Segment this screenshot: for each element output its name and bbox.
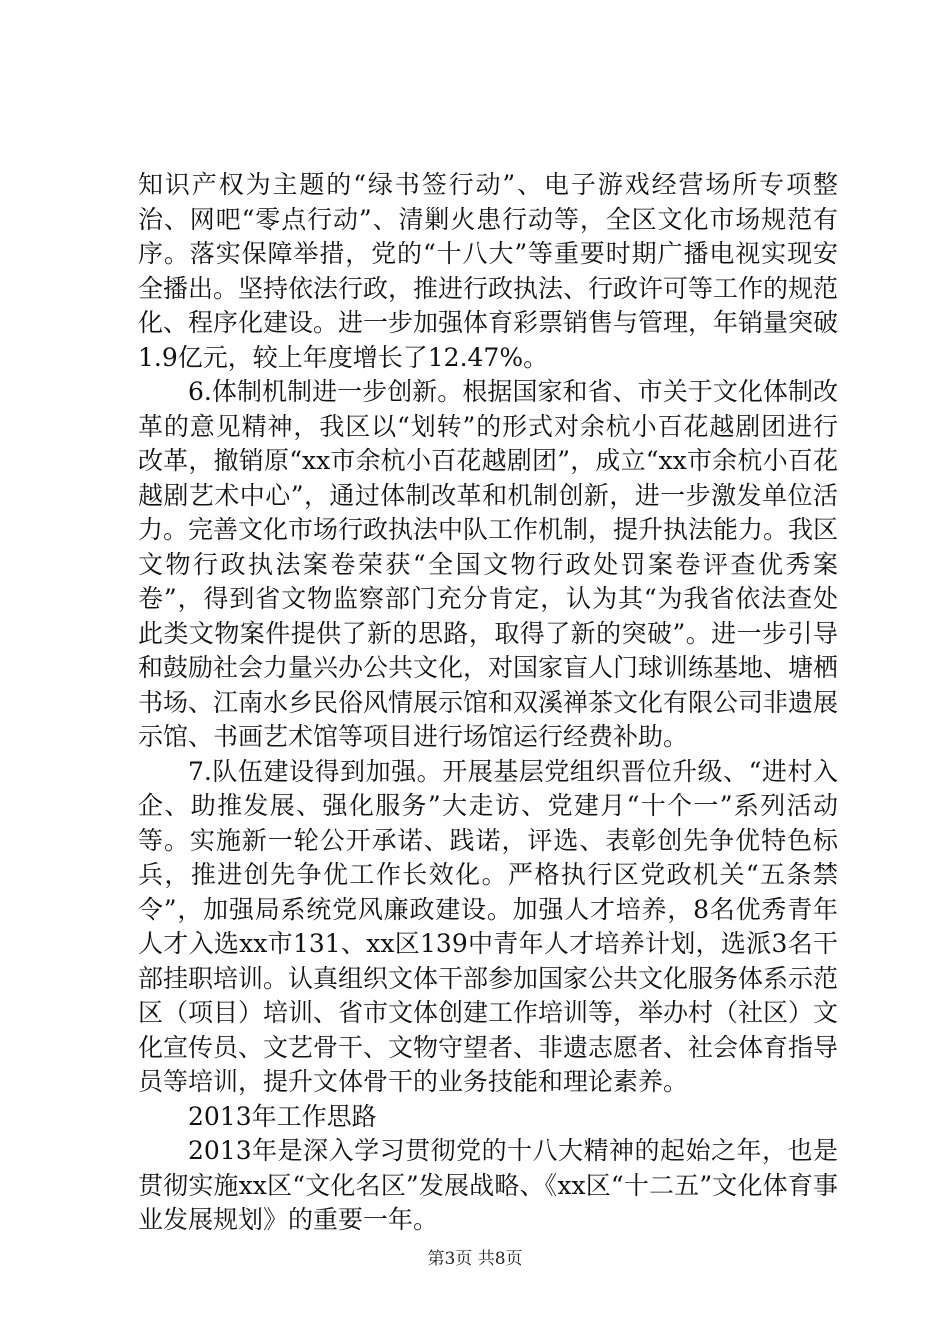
section-heading: 2013年工作思路 bbox=[188, 1101, 377, 1131]
paragraph-section-6: 6.体制机制进一步创新。根据国家和省、市关于文化体制改革的意见精神，我区以“划转”的形式对余杭小百花越剧团进行改革，撤销原“xx市余杭小百花越剧团”，成立“xx市余杭小百花越剧艺术中心”，通过体制改革和机制创新，进一步激发单位活力。完善文化市场行政执法中队工作机制，提升执法能力。我区文物行政执法案卷荣获“全国文物行政处罚案卷评查优秀案卷”，得到省文物监察部门充分肯定，认为其“为我省依法查处此类文物案件提供了新的思路，取得了新的突破”。进一步引导和鼓励社会力量兴办公共文化，对国家盲人门球训练基地、塘栖书场、江南水乡民俗风情展示馆和双溪禅茶文化有限公司非遗展示馆、书画艺术馆等项目进行场馆运行经费补助。 bbox=[138, 377, 839, 751]
paragraph-2013-plan: 2013年是深入学习贯彻党的十八大精神的起始之年，也是贯彻实施xx区“文化名区”发展战略、《xx区“十二五”文化体育事业发展规划》的重要一年。 bbox=[138, 1136, 838, 1234]
page-number-footer: 第3页 共8页 bbox=[427, 1249, 523, 1269]
document-body bbox=[138, 168, 838, 1238]
paragraph-section-7: 7.队伍建设得到加强。开展基层党组织晋位升级、“进村入企、助推发展、强化服务”大走访、党建月“十个一”系列活动等。实施新一轮公开承诺、践诺，评选、表彰创先争优特色标兵，推进创先争优工作长效化。严格执行区党政机关“五条禁令”，加强局系统党风廉政建设。加强人才培养，8名优秀青年人才入选xx市131、xx区139中青年人才培养计划，选派3名干部挂职培训。认真组织文体干部参加国家公共文化服务体系示范区（项目）培训、省市文体创建工作培训等，举办村（社区）文化宣传员、文艺骨干、文物守望者、非遗志愿者、社会体育指导员等培训，提升文体骨干的业务技能和理论素养。 bbox=[138, 756, 839, 1096]
paragraph-continuation: 知识产权为主题的“绿书签行动”、电子游戏经营场所专项整治、网吧“零点行动”、清剿火患行动等，全区文化市场规范有序。落实保障举措，党的“十八大”等重要时期广播电视实现安全播出。坚持依法行政，推进行政执法、行政许可等工作的规范化、程序化建设。进一步加强体育彩票销售与管理，年销量突破1.9亿元，较上年度增长了12.47%。 bbox=[138, 170, 839, 372]
